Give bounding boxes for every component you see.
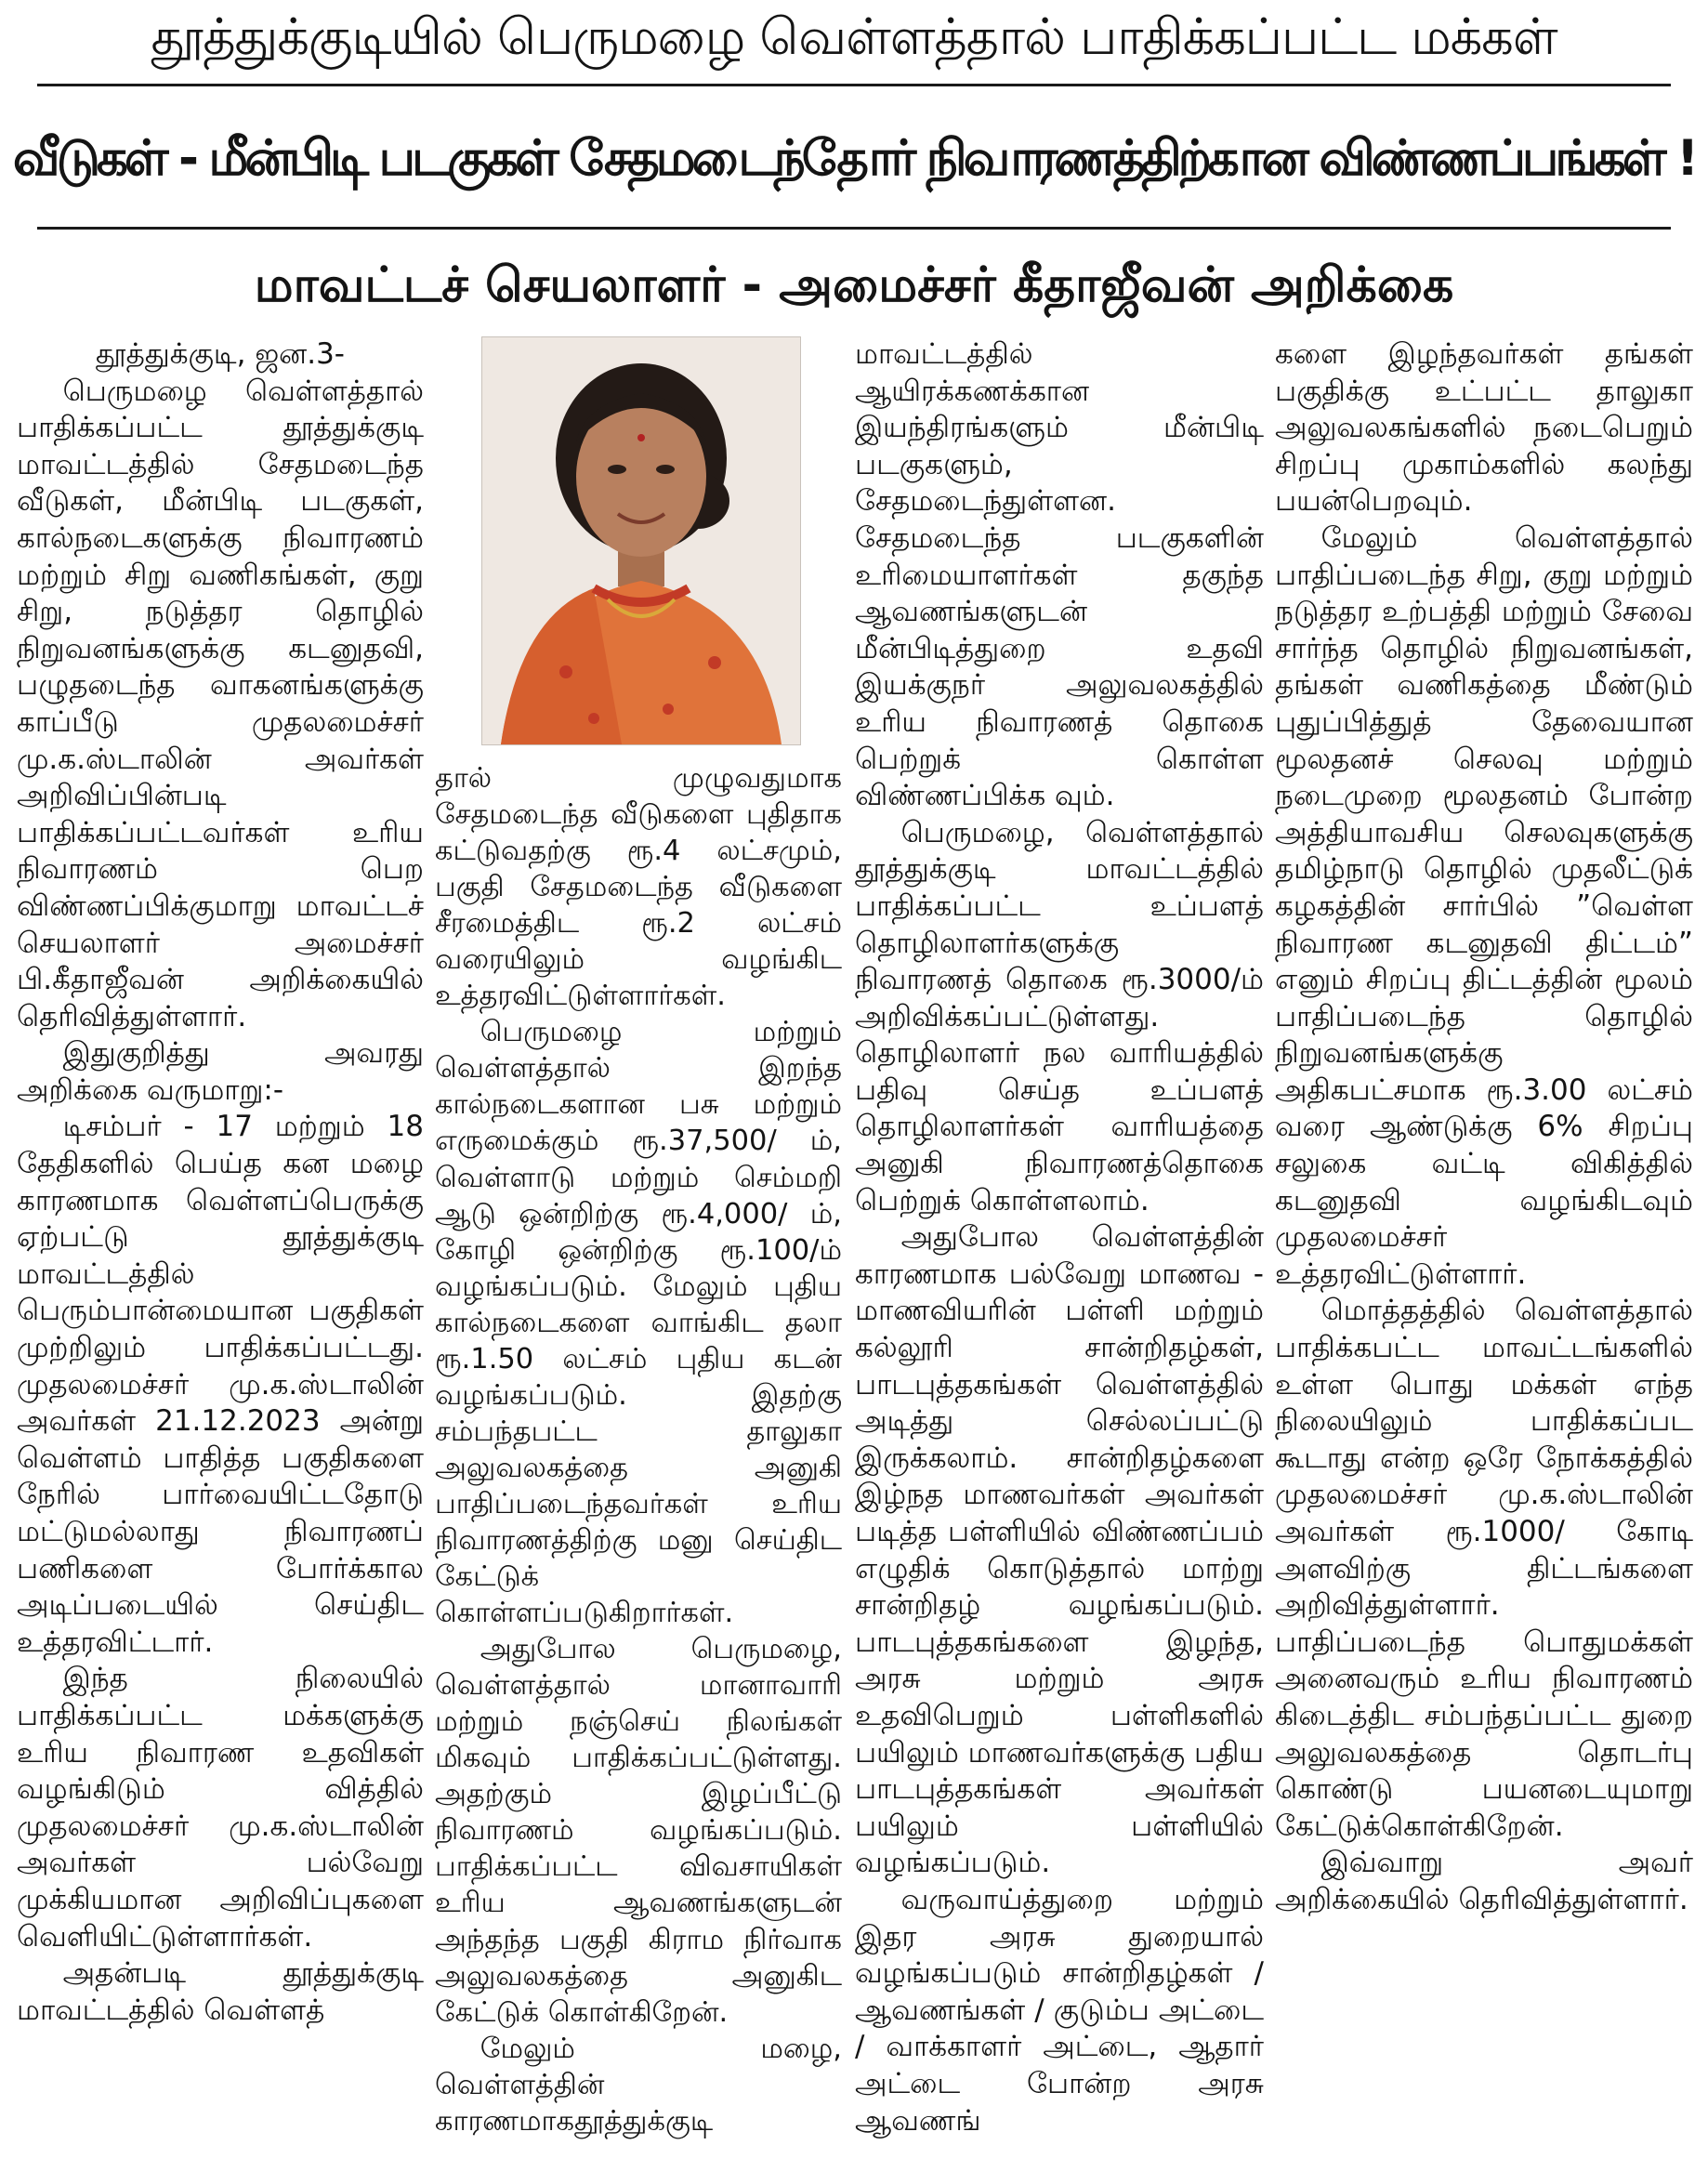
portrait-photo-icon bbox=[482, 337, 800, 744]
headline-byline: மாவட்டச் செயலாளர் - அமைச்சர் கீதாஜீவன் அறிக்கை bbox=[254, 257, 1454, 313]
paragraph: அதுபோல பெருமழை, வெள்ளத்தால் மானாவாரி மற்றும் நஞ்செய் நிலங்கள் மிகவும் பாதிக்கப்பட்டுள்ளது. அதற்கும் இழப்பீட்டு நிவாரணம் வழங்கப்படும். பாதிக்கப்பட்ட விவசாயிகள் உரிய ஆவணங்களுடன் அந்தந்த பகுதி கிராம நிர்வாக அலுவலகத்தை அனுகிட கேட்டுக் கொள்கிறேன். bbox=[435, 1633, 842, 2029]
headline-main: வீடுகள் - மீன்பிடி படகுகள் சேதமடைந்தோர் நிவாரணத்திற்கான விண்ணப்பங்கள் ! bbox=[12, 130, 1696, 187]
paragraph: இதுகுறித்து அவரது அறிக்கை வருமாறு:- bbox=[17, 1036, 424, 1107]
paragraph: வருவாய்த்துறை மற்றும் இதர அரசு துறையால் வழங்கப்படும் சான்றிதழ்கள் / ஆவணங்கள் / குடும்ப அட்டை / வாக்காளர் அட்டை, ஆதார் அட்டை போன்ற அரசு ஆவணங் bbox=[855, 1882, 1264, 2138]
paragraph: மேலும் வெள்ளத்தால் பாதிப்படைந்த சிறு, குறு மற்றும் நடுத்தர உற்பத்தி மற்றும் சேவை சார்ந்த தொழில் நிறுவனங்கள், தங்கள் வணிகத்தை மீண்டும் புதுப்பித்துத் தேவையான மூலதனச் செலவு மற்றும் நடைமுறை மூலதனம் போன்ற அத்தியாவசிய செலவுகளுக்கு தமிழ்நாடு தொழில் முதலீட்டுக் கழகத்தின் சார்பில் ”வெள்ள நிவாரண கடனுதவி திட்டம்” எனும் சிறப்பு திட்டத்தின் மூலம் பாதிப்படைந்த தொழில் நிறுவனங்களுக்கு அதிகபட்சமாக ரூ.3.00 லட்சம் வரை ஆண்டுக்கு 6% சிறப்பு சலுகை வட்டி விகித்தில் கடனுதவி வழங்கிடவும் முதலமைச்சர் உத்தரவிட்டுள்ளார். bbox=[1275, 520, 1693, 1291]
article-column-2 bbox=[435, 760, 842, 2139]
headline-rule-bottom bbox=[37, 227, 1671, 230]
paragraph: பெருமழை மற்றும் வெள்ளத்தால் இறந்த கால்நடைகளான பசு மற்றும் எருமைக்கும் ரூ.37,500/ ம், வெள்ளாடு மற்றும் செம்மறி ஆடு ஒன்றிற்கு ரூ.4,000/ ம், கோழி ஒன்றிற்கு ரூ.100/ம் வழங்கப்படும். மேலும் புதிய கால்நடைகளை வாங்கிட தலா ரூ.1.50 லட்சம் புதிய கடன் வழங்கப்படும். இதற்கு சம்பந்தபட்ட தாலுகா அலுவலகத்தை அனுகி பாதிப்படைந்தவர்கள் உரிய நிவாரணத்திற்கு மனு செய்திட கேட்டுக் கொள்ளப்படுகிறார்கள். bbox=[435, 1016, 842, 1630]
paragraph: மாவட்டத்தில் ஆயிரக்கணக்கான இயந்திரங்களும் மீன்பிடி படகுகளும், சேதமடைந்துள்ளன. சேதமடைந்த படகுகளின் உரிமையாளர்கள் தகுந்த ஆவணங்களுடன் மீன்பிடித்துறை உதவி இயக்குநர் அலுவலகத்தில் உரிய நிவாரணத் தொகை பெற்றுக் கொள்ள விண்ணப்பிக்க வும். bbox=[855, 337, 1264, 813]
article-column-3 bbox=[855, 336, 1264, 2139]
headline-rule-top bbox=[37, 84, 1671, 86]
paragraph: பெருமழை வெள்ளத்தால் பாதிக்கப்பட்ட தூத்துக்குடி மாவட்டத்தில் சேதமடைந்த வீடுகள், மீன்பிடி படகுகள், கால்நடைகளுக்கு நிவாரணம் மற்றும் சிறு வணிகங்கள், குறு சிறு, நடுத்தர தொழில் நிறுவனங்களுக்கு கடனுதவி, பழுதடைந்த வாகனங்களுக்கு காப்பீடு முதலமைச்சர் மு.க.ஸ்டாலின் அவர்கள் அறிவிப்பின்படி பாதிக்கப்பட்டவர்கள் உரிய நிவாரணம் பெற விண்ணப்பிக்குமாறு மாவட்டச் செயலாளர் அமைச்சர் பி.கீதாஜீவன் அறிக்கையில் தெரிவித்துள்ளார். bbox=[17, 374, 424, 1033]
paragraph: இந்த நிலையில் பாதிக்கப்பட்ட மக்களுக்கு உரிய நிவாரண உதவிகள் வழங்கிடும் வித்தில் முதலமைச்சர் மு.க.ஸ்டாலின் அவர்கள் பல்வேறு முக்கியமான அறிவிப்புகளை வெளியிட்டுள்ளார்கள். bbox=[17, 1662, 424, 1954]
portrait-photo bbox=[481, 336, 801, 745]
headline-kicker: தூத்துக்குடியில் பெருமழை வெள்ளத்தால் பாதிக்கப்பட்ட மக்கள் bbox=[151, 7, 1557, 66]
paragraph: டிசம்பர் - 17 மற்றும் 18 தேதிகளில் பெய்த கன மழை காரணமாக வெள்ளப்பெருக்கு ஏற்பட்டு தூத்துக்குடி மாவட்டத்தில் பெரும்பான்மையான பகுதிகள் முற்றிலும் பாதிக்கப்பட்டது. முதலமைச்சர் மு.க.ஸ்டாலின் அவர்கள் 21.12.2023 அன்று வெள்ளம் பாதித்த பகுதிகளை நேரில் பார்வையிட்டதோடு மட்டுமல்லாது நிவாரணப் பணிகளை போர்க்கால அடிப்படையில் செய்திட உத்தரவிட்டார். bbox=[17, 1110, 424, 1659]
paragraph: களை இழந்தவர்கள் தங்கள் பகுதிக்கு உட்பட்ட தாலுகா அலுவலகங்களில் நடைபெறும் சிறப்பு முகாம்களில் கலந்து பயன்பெறவும். bbox=[1275, 337, 1693, 519]
dateline: தூத்துக்குடி, ஜன.3- bbox=[96, 337, 345, 371]
paragraph: இவ்வாறு அவர் அறிக்கையில் தெரிவித்துள்ளார். bbox=[1275, 1846, 1693, 1916]
paragraph: மேலும் மழை, வெள்ளத்தின் காரணமாகதூத்துக்குடி bbox=[435, 2032, 842, 2138]
paragraph: அதன்படி தூத்துக்குடி மாவட்டத்தில் வெள்ளத் bbox=[17, 1956, 424, 2027]
paragraph: பெருமழை, வெள்ளத்தால் தூத்துக்குடி மாவட்டத்தில் பாதிக்கப்பட்ட உப்பளத் தொழிலாளர்களுக்கு நிவாரணத் தொகை ரூ.3000/ம் அறிவிக்கப்பட்டுள்ளது. தொழிலாளர் நல வாரியத்தில் பதிவு செய்த உப்பளத் தொழிலாளர்கள் வாரியத்தை அனுகி நிவாரணத்தொகை பெற்றுக் கொள்ளலாம். bbox=[855, 815, 1264, 1217]
paragraph: அதுபோல வெள்ளத்தின் காரணமாக பல்வேறு மாணவ - மாணவியரின் பள்ளி மற்றும் கல்லூரி சான்றிதழ்கள், பாடபுத்தகங்கள் வெள்ளத்தில் அடித்து செல்லப்பட்டு இருக்கலாம். சான்றிதழ்களை இழ்நத மாணவர்கள் அவர்கள் படித்த பள்ளியில் விண்ணப்பம் எழுதிக் கொடுத்தால் மாற்று சான்றிதழ் வழங்கப்படும். பாடபுத்தகங்களை இழந்த, அரசு மற்றும் அரசு உதவிபெறும் பள்ளிகளில் பயிலும் மாணவர்களுக்கு பதிய பாடபுத்தகங்கள் அவர்கள் பயிலும் பள்ளியில் வழங்கப்படும். bbox=[855, 1220, 1264, 1880]
paragraph: தால் முழுவதுமாக சேதமடைந்த வீடுகளை புதிதாக கட்டுவதற்கு ரூ.4 லட்சமும், பகுதி சேதமடைந்த வீடுகளை சீரமைத்திட ரூ.2 லட்சம் வரையிலும் வழங்கிட உத்தரவிட்டுள்ளார்கள். bbox=[435, 762, 842, 1013]
article-column-1 bbox=[17, 336, 424, 2139]
paragraph: மொத்தத்தில் வெள்ளத்தால் பாதிக்கபட்ட மாவட்டங்களில் உள்ள பொது மக்கள் எந்த நிலையிலும் பாதிக்கப்பட கூடாது என்ற ஒரே நோக்கத்தில் முதலமைச்சர் மு.க.ஸ்டாலின் அவர்கள் ரூ.1000/ கோடி அளவிற்கு திட்டங்களை அறிவித்துள்ளார். பாதிப்படைந்த பொதுமக்கள் அனைவரும் உரிய நிவாரணம் கிடைத்திட சம்பந்தப்பட்ட துறை அலுவலகத்தை தொடர்பு கொண்டு பயனடையுமாறு கேட்டுக்கொள்கிறேன். bbox=[1275, 1294, 1693, 1843]
article-column-4 bbox=[1275, 336, 1693, 2139]
